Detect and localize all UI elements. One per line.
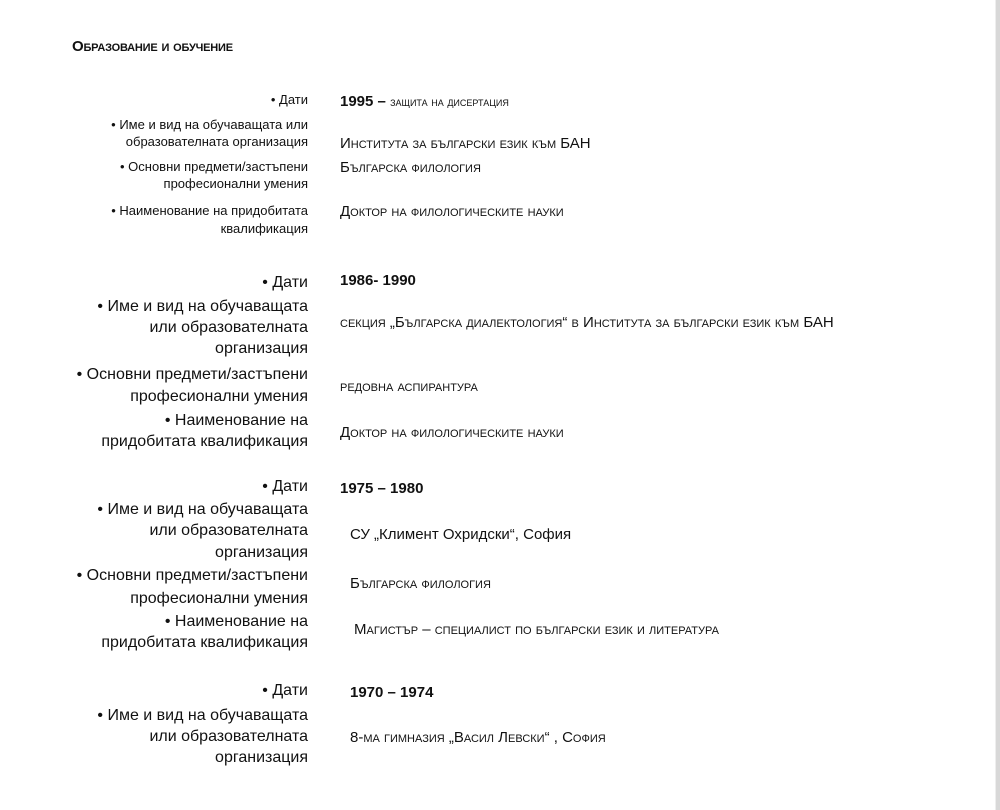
- dates-label: • Дати: [262, 478, 308, 495]
- page-edge-shadow: [996, 0, 1000, 810]
- org-label-line-3: организация: [215, 340, 308, 357]
- dates-value: 1986- 1990: [340, 272, 416, 289]
- org-label-line-2: или образователната: [149, 319, 308, 336]
- qual-label-line-2: придобитата квалификация: [101, 634, 308, 651]
- org-label-line-2: или образователната: [149, 522, 308, 539]
- qual-label-line-2: придобитата квалификация: [101, 433, 308, 450]
- subjects-label-line-1: • Основни предмети/застъпени: [76, 366, 308, 383]
- section-title: Образование и обучение: [72, 38, 233, 55]
- subjects-label-line-2: професионални умения: [130, 590, 308, 607]
- dates-label: • Дати: [270, 92, 308, 107]
- dates-value: [340, 92, 509, 112]
- qual-label-line-1: • Наименование на: [164, 412, 308, 429]
- org-label-line-3: организация: [215, 749, 308, 766]
- dates-label: • Дати: [262, 274, 308, 291]
- dates-label: • Дати: [262, 682, 308, 699]
- qual-label-line-1: • Наименование на придобитата: [111, 203, 308, 218]
- dates-value: 1970 – 1974: [350, 684, 434, 701]
- org-value: Института за български език към БАН: [340, 135, 591, 152]
- org-label-line-3: организация: [215, 544, 308, 561]
- dates-note: защита на дисертация: [390, 94, 509, 109]
- qual-label-line-1: • Наименование на: [164, 613, 308, 630]
- org-value: секция „Българска диалектология“ в Института за български език към БАН: [340, 314, 834, 331]
- dates-value-text: 1995 –: [340, 93, 386, 110]
- org-value: 8-ма гимназия „Васил Левски“ , София: [350, 729, 606, 746]
- qual-value: Доктор на филологическите науки: [340, 424, 564, 441]
- qual-label-line-2: квалификация: [220, 221, 308, 236]
- subjects-value: редовна аспирантура: [340, 378, 478, 395]
- org-label-line-1: • Име и вид на обучаващата: [97, 298, 308, 315]
- qual-value: Доктор на филологическите науки: [340, 203, 564, 220]
- org-label-line-1: • Име и вид на обучаващата или: [111, 117, 308, 132]
- qual-value: Магистър – специалист по български език и литература: [354, 621, 719, 638]
- subjects-label-line-2: професионални умения: [130, 388, 308, 405]
- org-label-line-1: • Име и вид на обучаващата: [97, 501, 308, 518]
- subjects-label-line-1: • Основни предмети/застъпени: [76, 567, 308, 584]
- dates-value: 1975 – 1980: [340, 480, 424, 497]
- subjects-value: Българска филология: [340, 159, 481, 176]
- org-label-line-2: образователната организация: [125, 134, 308, 149]
- subjects-label-line-2: професионални умения: [163, 176, 308, 191]
- subjects-label-line-1: • Основни предмети/застъпени: [120, 159, 308, 174]
- org-label-line-1: • Име и вид на обучаващата: [97, 707, 308, 724]
- org-label-line-2: или образователната: [149, 728, 308, 745]
- subjects-value: Българска филология: [350, 575, 491, 592]
- org-value: СУ „Климент Охридски“, София: [350, 526, 572, 543]
